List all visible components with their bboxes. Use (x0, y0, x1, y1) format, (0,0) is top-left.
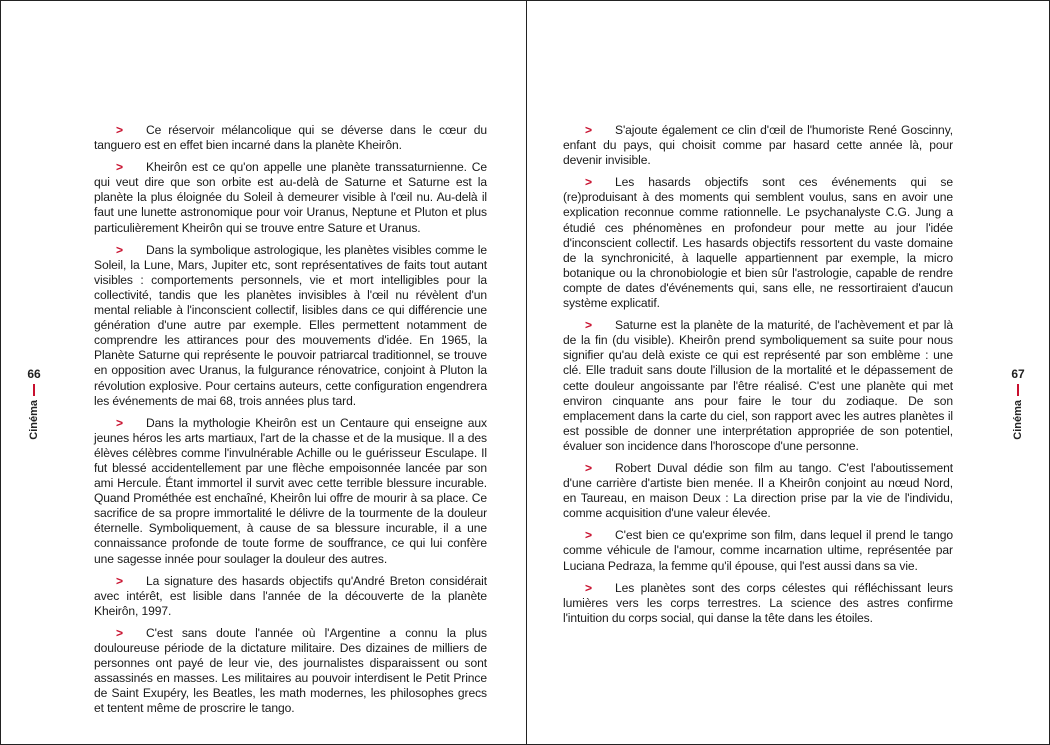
paragraph-text: La signature des hasards objectifs qu'André Breton considérait avec intérêt, est lisible dans l'année de la découverte de la planète Kheirôn, 1997. (94, 573, 487, 618)
folio-divider (33, 384, 35, 396)
folio-divider (1017, 384, 1019, 396)
left-text-column (94, 123, 487, 723)
paragraph-text: Ce réservoir mélancolique qui se déverse dans le cœur du tanguero est en effet bien incarné dans la planète Kheirôn. (94, 123, 487, 153)
page-number: 67 (1011, 367, 1025, 381)
right-folio (1007, 367, 1029, 440)
paragraph (563, 318, 953, 454)
paragraph-text: C'est bien ce qu'exprime son film, dans lequel il prend le tango comme véhicule de l'amour, comme incarnation ultime, représentée par Luciana Pedraza, la femme qu'il épouse, qui l'est aussi dans sa vie. (563, 528, 953, 573)
paragraph-text: Dans la symbolique astrologique, les planètes visibles comme le Soleil, la Lune, Mars, Jupiter etc, sont représentatives de faits tout autant visibles : comportements personnels, vie et mort intelligibles pour la collectivité, tandis que les planètes invisibles à l'œil nu révèlent d'un mental reliable à l'inconscient collectif, lisibles dans ce qui différencie une génération d'une autre par exemple. Elles permettent notamment de comprendre les attirances pour des mouvements d'idée. En 1965, la Planète Saturne qui représente le pouvoir patriarcal traditionnel, se trouve en opposition avec Uranus, la fulgurance rénovatrice, conjoint à Pluton la révolution explosive. Pour certains auteurs, cette configuration engendrera les événements de mai 68, trois années plus tard. (94, 242, 487, 408)
paragraph-text: Robert Duval dédie son film au tango. C'est l'aboutissement d'une carrière d'artiste bien menée. Il a Kheirôn conjoint au nœud Nord, en Taureau, en maison Deux : La direction prise par la vie de l'individu, comme acquisition d'une valeur élevée. (563, 460, 953, 521)
paragraph-marker-icon: > (116, 242, 123, 257)
paragraph-text: C'est sans doute l'année où l'Argentine a connu la plus douloureuse période de la dictature militaire. Des dizaines de milliers de personnes ont payé de leur vie, des journalistes disparaissent ou sont assassinés en masses. Les militaires au pouvoir interdisent le Petit Prince de Saint Exupéry, les Beatles, les math modernes, les philosophes grecs et tentent même de proscrire le tango. (94, 625, 487, 716)
paragraph (563, 461, 953, 521)
paragraph (94, 416, 487, 567)
page-number: 66 (27, 367, 41, 381)
paragraph (563, 123, 953, 168)
paragraph-marker-icon: > (585, 175, 592, 190)
section-label: Cinéma (28, 400, 40, 440)
paragraph-marker-icon: > (585, 123, 592, 137)
section-label: Cinéma (1012, 400, 1024, 440)
paragraph-marker-icon: > (585, 528, 592, 543)
paragraph (563, 581, 953, 626)
left-folio (23, 367, 45, 440)
paragraph (94, 574, 487, 619)
right-page (527, 1, 1049, 744)
left-page (1, 1, 526, 744)
paragraph (94, 243, 487, 409)
right-text-column (563, 123, 953, 633)
paragraph-marker-icon: > (585, 580, 592, 595)
paragraph-marker-icon: > (116, 415, 123, 430)
paragraph-marker-icon: > (585, 318, 592, 333)
paragraph-text: Dans la mythologie Kheirôn est un Centaure qui enseigne aux jeunes héros les arts martiaux, l'art de la chasse et de la musique. Il a des élèves célèbres comme l'invulnérable Achille ou le guérisseur Esculape. Il fut blessé accidentellement par une flèche empoisonnée lancée par son ami Hercule. Étant immortel il survit avec cette terrible blessure incurable. Quand Prométhée est enchaîné, Kheirôn lui offre de mourir à sa place. Ce sacrifice de sa propre immortalité le délivre de la tourmente de la douleur éternelle. Symboliquement, à cause de sa blessure incurable, il a une connaissance profonde de toute forme de souffrance, ce qui lui confère une sagesse innée pour soulager la douleur des autres. (94, 415, 487, 566)
paragraph (94, 626, 487, 717)
paragraph-marker-icon: > (116, 625, 123, 640)
paragraph-marker-icon: > (116, 573, 123, 588)
paragraph-text: Les hasards objectifs sont ces événements qui se (re)produisant à des moments qui semblent voulus, sans en avoir une explication reconnue comme rationnelle. Le psychanalyste C.G. Jung a étudié ces phénomènes en profondeur pour mette au jour l'idée d'inconscient collectif. Les hasards objectifs ressortent du vaste domaine de la synchronicité, à laquelle appartiennent par exemple, la micro botanique ou la chronobiologie et bien sûr l'astrologie, capable de rendre compte de dates d'événements qui, sans elle, ne ressortiraient d'aucun système explicatif. (563, 175, 953, 311)
paragraph-marker-icon: > (116, 123, 123, 137)
paragraph-text: Les planètes sont des corps célestes qui réfléchissant leurs lumières vers les corps terrestres. La science des astres confirme l'intuition du corps social, qui danse la tête dans les étoiles. (563, 580, 953, 625)
paragraph (94, 123, 487, 153)
paragraph (94, 160, 487, 235)
paragraph-marker-icon: > (585, 460, 592, 475)
paragraph-text: S'ajoute également ce clin d'œil de l'humoriste René Goscinny, enfant du pays, qui choisit comme par hasard cette année là, pour devenir invisible. (563, 123, 953, 168)
paragraph-text: Kheirôn est ce qu'on appelle une planète transsaturnienne. Ce qui veut dire que son orbite est au-delà de Saturne et Saturne est la planète la plus éloignée du Soleil à demeurer visible à l'œil nu. Au-delà il faut une lunette astronomique pour voir Uranus, Neptune et Pluton et plus particulièrement Kheirôn qui se trouve entre Sature et Uranus. (94, 160, 487, 235)
paragraph (563, 175, 953, 311)
paragraph-marker-icon: > (116, 160, 123, 175)
paragraph (563, 528, 953, 573)
paragraph-text: Saturne est la planète de la maturité, de l'achèvement et par là de la fin (du visible). Kheirôn prend symboliquement sa suite pour nous signifier qu'au delà existe ce qui est représenté par son emblème : une clé. Elle traduit sans doute l'illusion de la mortalité et le dépassement de cette douleur angoissante par l'être réalisé. C'est une planète qui met environ cinquante ans pour faire le tour du zodiaque. De son emplacement dans la carte du ciel, son rapport avec les autres planètes il est possible de donner une interprétation appropriée de son potentiel, évaluer son incidence dans l'horoscope d'une personne. (563, 318, 953, 453)
